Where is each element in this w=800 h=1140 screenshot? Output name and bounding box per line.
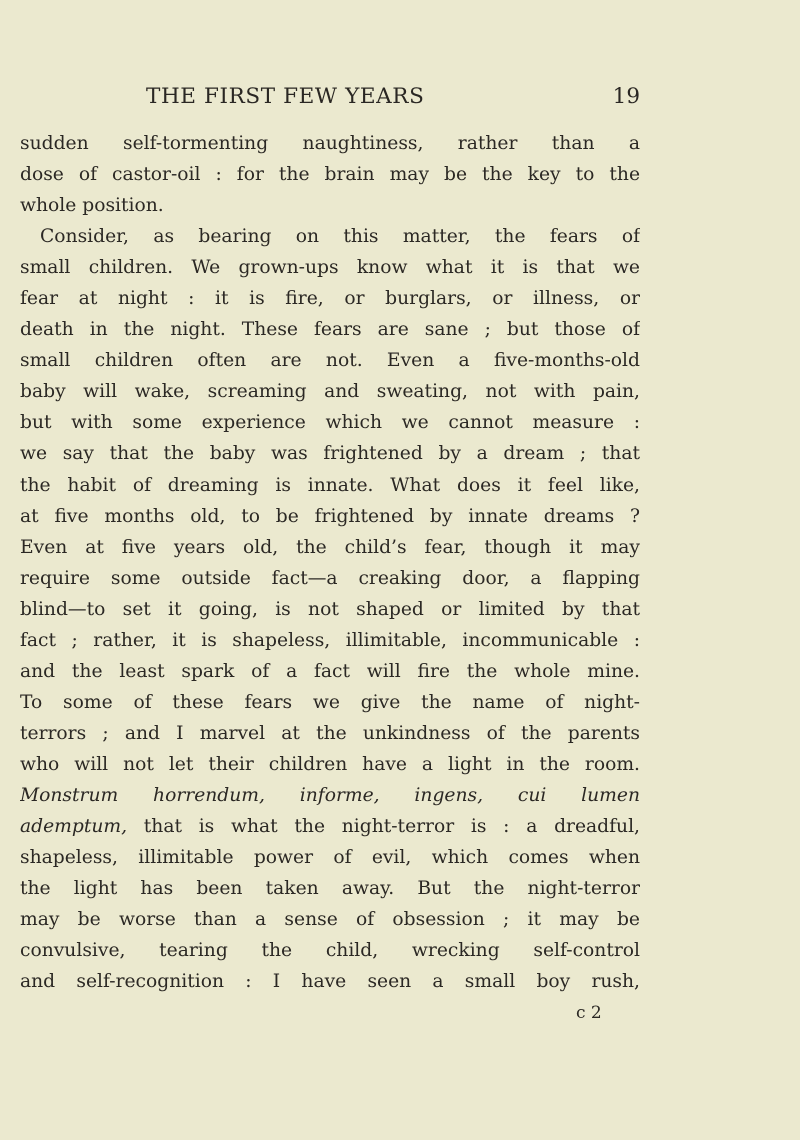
text-line: fact ; rather, it is shapeless, illimitable, incommunicable : xyxy=(20,629,640,651)
text-line: require some outside fact—a creaking door, a flapping xyxy=(20,567,640,589)
text-line: and the least spark of a fact will fire the whole mine. xyxy=(20,660,640,682)
text-line: and self-recognition : I have seen a small boy rush, xyxy=(20,971,640,993)
latin-quote-line: Monstrum horrendum, informe, ingens, cui lumen xyxy=(20,784,640,806)
text-line: dose of castor-oil : for the brain may be the key to the xyxy=(20,164,640,186)
text-line: terrors ; and I marvel at the unkindness of the parents xyxy=(20,722,640,744)
running-title: THE FIRST FEW YEARS xyxy=(146,84,425,109)
latin-quote-continuation xyxy=(20,811,640,842)
body-text xyxy=(20,128,640,997)
text-line: who will not let their children have a light in the room. xyxy=(20,753,640,775)
text-line: we say that the baby was frightened by a dream ; that xyxy=(20,443,640,465)
text-line: fear at night : it is fire, or burglars, or illness, or xyxy=(20,288,640,310)
latin-quote-rest: that is what the night-terror is : a dreadful, xyxy=(127,816,640,838)
text-line: shapeless, illimitable power of evil, which comes when xyxy=(20,847,640,869)
text-line: baby will wake, screaming and sweating, not with pain, xyxy=(20,381,640,403)
text-line: death in the night. These fears are sane ; but those of xyxy=(20,319,640,341)
text-line: Consider, as bearing on this matter, the fears of xyxy=(40,226,640,248)
text-line: the light has been taken away. But the night-terror xyxy=(20,878,640,900)
text-line: small children often are not. Even a five-months-old xyxy=(20,350,640,372)
page-number: 19 xyxy=(612,84,640,109)
text-line: whole position. xyxy=(20,195,164,217)
text-line: To some of these fears we give the name of night- xyxy=(20,691,640,713)
text-line: at five months old, to be frightened by innate dreams ? xyxy=(20,505,640,527)
text-line: sudden self-tormenting naughtiness, rather than a xyxy=(20,133,640,154)
text-line: convulsive, tearing the child, wrecking self-control xyxy=(20,940,640,962)
text-line: but with some experience which we cannot measure : xyxy=(20,412,640,434)
page-header xyxy=(20,84,640,118)
text-line: may be worse than a sense of obsession ; it may be xyxy=(20,909,640,931)
signature-mark: c 2 xyxy=(576,1003,602,1023)
latin-quote-italic: ademptum, xyxy=(20,816,128,838)
text-line: Even at five years old, the child’s fear, though it may xyxy=(20,536,640,558)
text-line: blind—to set it going, is not shaped or limited by that xyxy=(20,598,640,620)
text-line: the habit of dreaming is innate. What does it feel like, xyxy=(20,474,640,496)
text-line: small children. We grown-ups know what it is that we xyxy=(20,257,640,279)
